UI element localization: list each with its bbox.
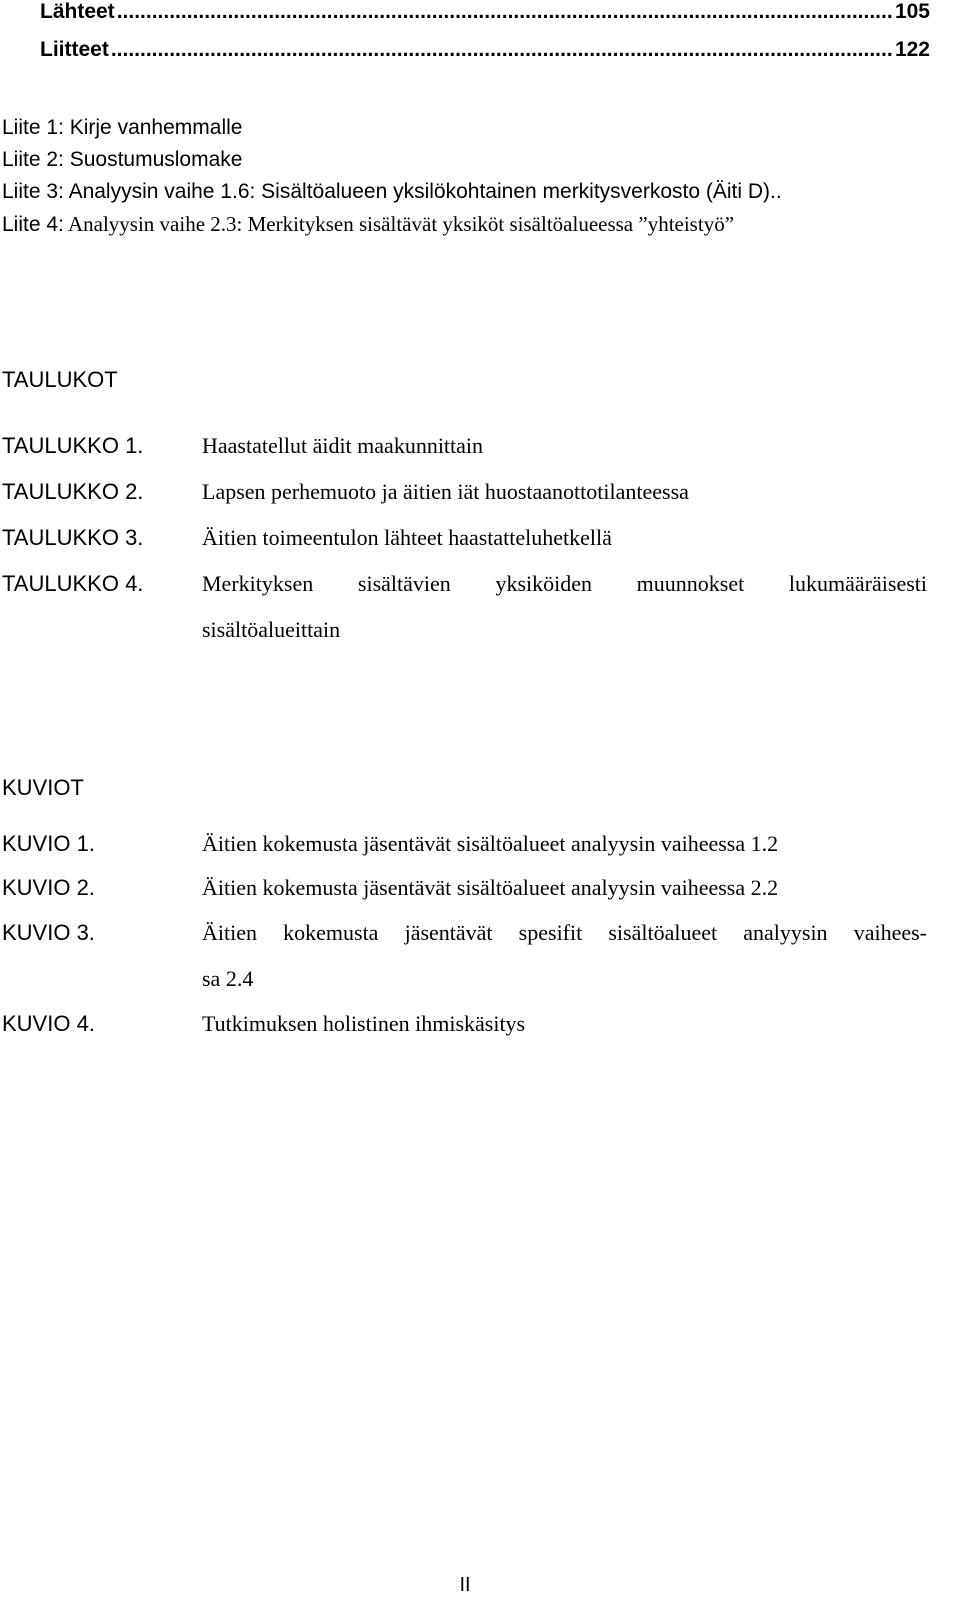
figure-caption-1: Äitien kokemusta jäsentävät sisältöalueet analyysin vaiheessa 1.2	[202, 831, 779, 856]
appendix-label: Liite 3:	[2, 180, 64, 203]
figure-caption-4: Tutkimuksen holistinen ihmiskäsitys	[202, 1011, 526, 1036]
table-caption-3: Äitien toimeentulon lähteet haastatteluhetkellä	[202, 525, 612, 550]
figure-label-2: KUVIO 2.	[2, 875, 95, 900]
toc-row-liitteet[interactable]	[40, 38, 930, 70]
toc-label: Lähteet	[40, 0, 115, 23]
figure-caption-3-continued: sa 2.4	[202, 966, 254, 991]
toc-page-number: 105	[894, 0, 930, 23]
toc-leader-dots	[111, 38, 893, 62]
toc-label: Liitteet	[40, 38, 109, 61]
appendix-text: Analyysin vaihe 1.6: Sisältöalueen yksilökohtainen merkitysverkosto (Äiti D)..	[68, 180, 782, 203]
table-label-2: TAULUKKO 2.	[2, 479, 144, 504]
table-label-3: TAULUKKO 3.	[2, 525, 144, 550]
appendix-line-2	[2, 148, 242, 172]
table-caption-4-continued: sisältöalueittain	[202, 617, 341, 642]
figures-heading: KUVIOT	[2, 775, 84, 800]
appendix-text: Kirje vanhemmalle	[69, 116, 243, 139]
appendix-label: Liite 4:	[2, 213, 64, 236]
toc-page-number: 122	[894, 38, 930, 61]
table-label-1: TAULUKKO 1.	[2, 433, 144, 458]
figure-caption-2: Äitien kokemusta jäsentävät sisältöalueet analyysin vaiheessa 2.2	[202, 875, 779, 900]
tables-heading: TAULUKOT	[2, 367, 118, 392]
figure-caption-3: Äitien kokemusta jäsentävät spesifit sisältöalueet analyysin vaihees-	[202, 920, 927, 945]
figure-label-4: KUVIO 4.	[2, 1011, 95, 1036]
appendix-text: Analyysin vaihe 2.3: Merkityksen sisältävät yksiköt sisältöalueessa ”yhteistyö”	[67, 212, 735, 236]
figure-label-3: KUVIO 3.	[2, 920, 95, 945]
table-caption-2: Lapsen perhemuoto ja äitien iät huostaanottotilanteessa	[202, 479, 689, 504]
appendix-line-1	[2, 116, 242, 140]
figure-label-1: KUVIO 1.	[2, 831, 95, 856]
appendix-text: Suostumuslomake	[69, 148, 243, 171]
appendix-line-3	[2, 180, 782, 204]
table-label-4: TAULUKKO 4.	[2, 571, 144, 596]
appendix-line-4	[2, 212, 734, 237]
appendix-label: Liite 1:	[2, 116, 64, 139]
appendix-label: Liite 2:	[2, 148, 64, 171]
toc-leader-dots	[117, 0, 893, 24]
table-caption-4: Merkityksen sisältävien yksiköiden muunnokset lukumääräisesti	[202, 571, 927, 596]
toc-row-lahteet[interactable]	[40, 0, 930, 32]
page-number: II	[459, 1574, 471, 1596]
table-caption-1: Haastatellut äidit maakunnittain	[202, 433, 484, 458]
